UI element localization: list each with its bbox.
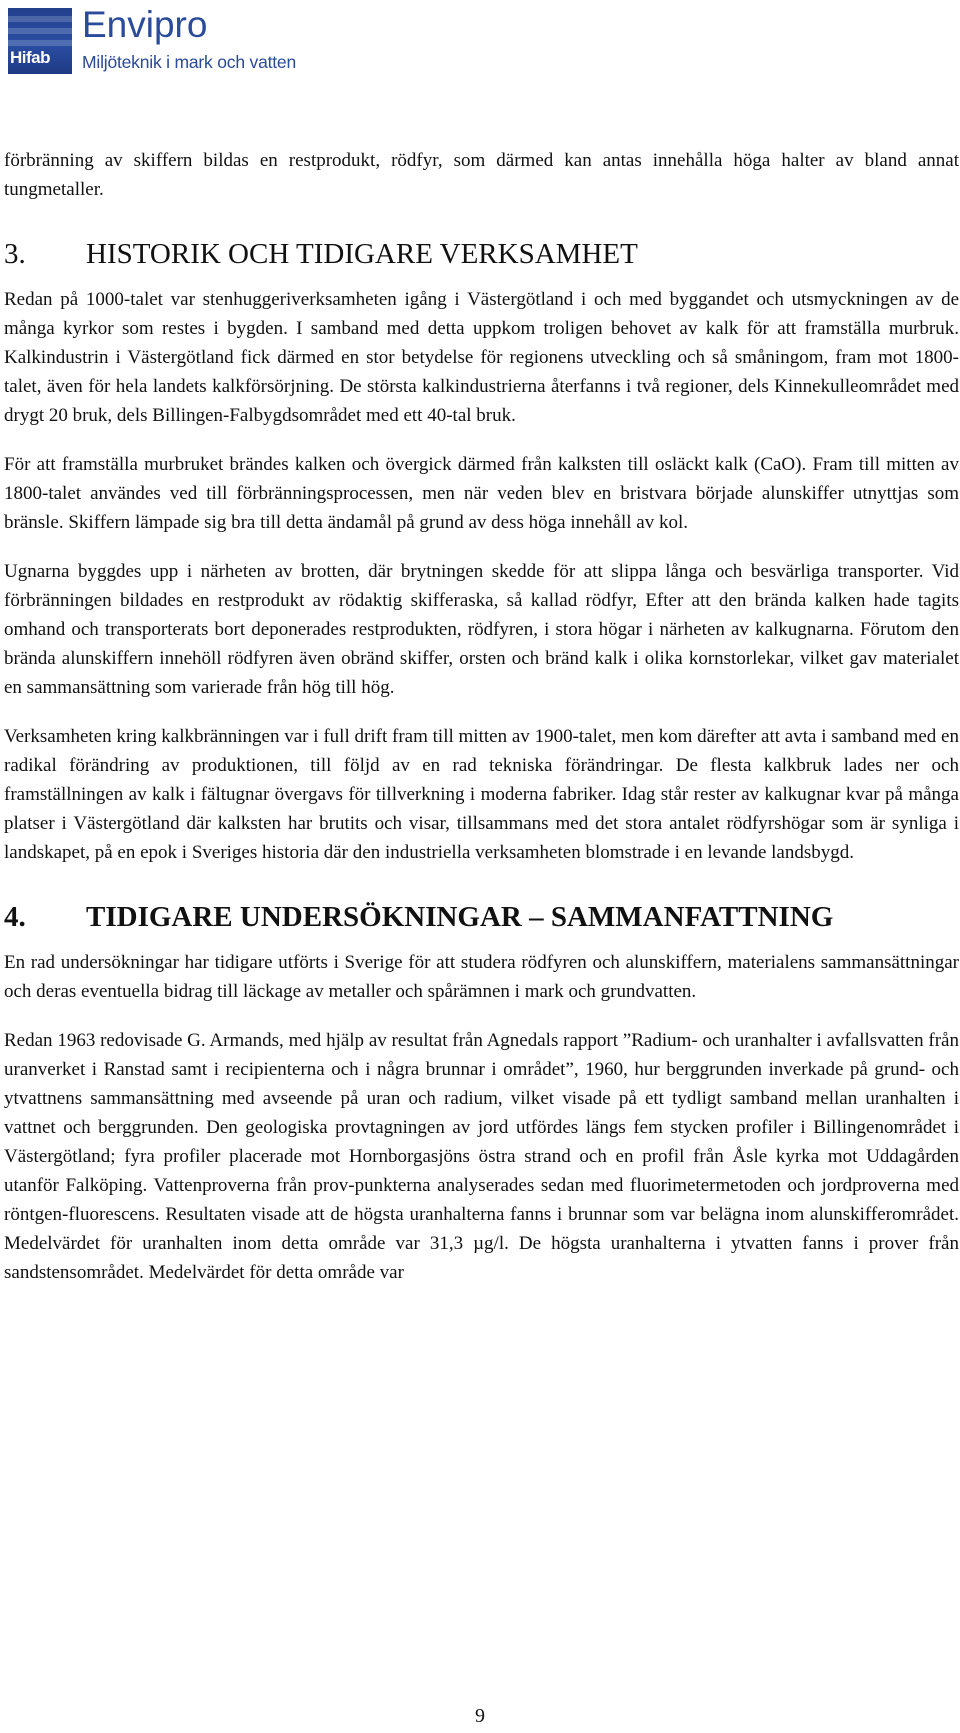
section-number: 4. <box>4 901 26 933</box>
brand-tagline: Miljöteknik i mark och vatten <box>82 52 297 72</box>
section-heading-4 <box>4 901 959 934</box>
document-body <box>4 146 959 1307</box>
paragraph: För att framställa murbruket brändes kalken och övergick därmed från kalksten till osläckt kalk (CaO). Fram till mitten av 1800-talet användes ved till förbränningsprocessen, men när veden blev en bristvara började alunskiffer utnyttjas som bränsle. Skiffern lämpade sig bra till detta ändamål på grund av dess höga innehåll av kol. <box>4 454 959 533</box>
section-title: TIDIGARE UNDERSÖKNINGAR – SAMMANFATTNING <box>86 901 834 933</box>
logo-text: Hifab <box>10 48 50 67</box>
document-header <box>8 4 338 78</box>
section-heading-3 <box>4 238 959 271</box>
section-number: 3. <box>4 238 26 270</box>
paragraph: Redan 1963 redovisade G. Armands, med hjälp av resultat från Agnedals rapport ”Radium- och uranhalter i avfallsvatten från uranverket i Ranstad samt i recipienterna och i några brunnar i området”, 1960, hur berggrunden inverkade på grund- och ytvattnens sammansättning med avseende på uran och radium, vilket visade på ett tydligt samband mellan uranhalten i vattnet och berggrunden. Den geologiska provtagningen av jord utfördes längs fem stycken profiler i Billingenområdet i Västergötland; fyra profiler placerade mot Hornborgasjöns östra strand och en profil från Åsle kyrka mot Uddagården utanför Falköping. Vattenproverna från prov-punkterna analyserades sedan med fluorimetermetoden och jordproverna med röntgen-fluorescens. Resultaten visade att de högsta uranhalterna fanns i brunnar som var belägna inom alunskifferområdet. Medelvärdet för uranhalten inom detta område var 31,3 µg/l. De högsta uranhalterna i ytvatten fanns i prover från sandstensområdet. Medelvärdet för detta område var <box>4 1030 959 1283</box>
section-title: HISTORIK OCH TIDIGARE VERKSAMHET <box>86 238 638 270</box>
paragraph: förbränning av skiffern bildas en restprodukt, rödfyr, som därmed kan antas innehålla höga halter av bland annat tungmetaller. <box>4 150 959 200</box>
hifab-logo-icon <box>8 8 72 74</box>
page-number: 9 <box>475 1705 485 1727</box>
paragraph: Ugnarna byggdes upp i närheten av brotten, där brytningen skedde för att slippa långa och besvärliga transporter. Vid förbränningen bildades en restprodukt av rödaktig skifferaska, så kallad rödfyr, Efter att den brända kalken hade tagits omhand och transporterats bort deponerades restprodukten, rödfyren, i stora högar i närheten av kalkugnarna. Förutom den brända alunskiffern innehöll rödfyren även obränd skiffer, orsten och bränd kalk i olika kornstorlekar, vilket gav materialet en sammansättning som varierade från hög till hög. <box>4 561 959 698</box>
paragraph: Redan på 1000-talet var stenhuggeriverksamheten igång i Västergötland i och med byggandet och utsmyckningen av de många kyrkor som restes i bygden. I samband med detta uppkom troligen behovet av kalk för att framställa murbruk. Kalkindustrin i Västergötland fick därmed en stor betydelse för regionens utveckling och så småningom, fram mot 1800-talet, även för hela landets kalkförsörjning. De största kalkindustrierna återfanns i två regioner, dels Kinnekulleområdet med drygt 20 bruk, dels Billingen-Falbygdsområdet med ett 40-tal bruk. <box>4 289 959 426</box>
paragraph: Verksamheten kring kalkbränningen var i full drift fram till mitten av 1900-talet, men kom därefter att avta i samband med en radikal förändring av produktionen, till följd av en rad tekniska förändringar. De flesta kalkbruk lades ner och framställningen av kalk i fältugnar övergavs för tillverkning i moderna fabriker. Idag står rester av kalkugnar kvar på många platser i Västergötland där kalksten har brutits och visar, tillsammans med det stora antalet rödfyrshögar som är synliga i landskapet, på en epok i Sveriges historia där den industriella verksamheten blomstrade i en levande landsbygd. <box>4 726 959 863</box>
brand-name: Envipro <box>82 4 208 45</box>
paragraph: En rad undersökningar har tidigare utförts i Sverige för att studera rödfyren och alunskiffern, materialens sammansättningar och deras eventuella bidrag till läckage av metaller och spårämnen i mark och grundvatten. <box>4 952 959 1002</box>
